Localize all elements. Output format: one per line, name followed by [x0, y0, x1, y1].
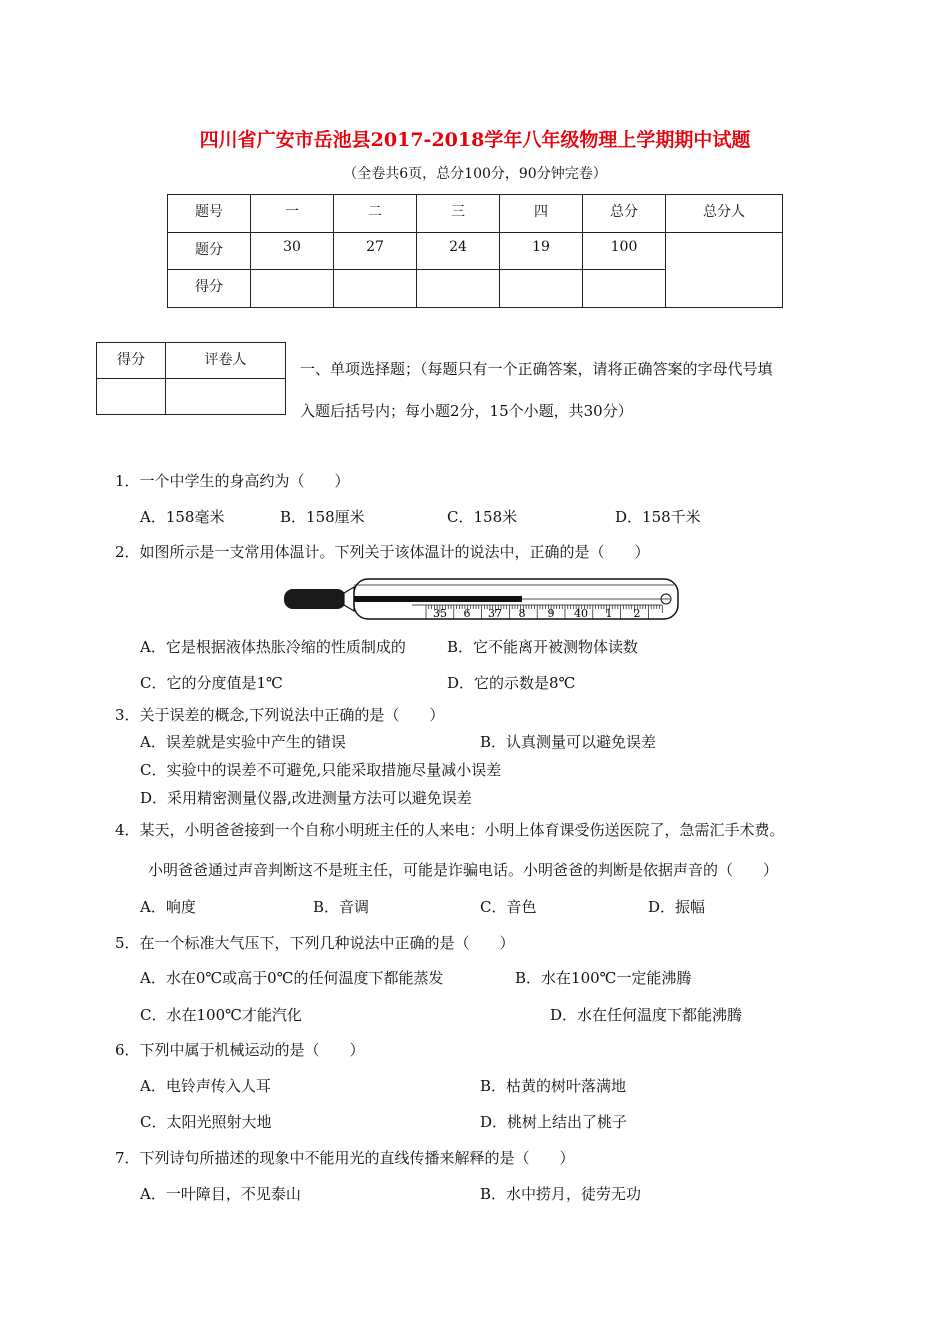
q3-option-a[interactable]: A．误差就是实验中产生的错误: [140, 733, 346, 751]
question-5: 5．在一个标准大气压下，下列几种说法中正确的是（ ）: [115, 934, 515, 952]
q7-option-b[interactable]: B．水中捞月，徒劳无功: [480, 1185, 642, 1203]
question-4: 4．某天，小明爸爸接到一个自称小明班主任的人来电：小明上体育课受伤送医院了，急需汇手术费。: [115, 821, 785, 839]
q6-option-a[interactable]: A．电铃声传入人耳: [140, 1077, 271, 1095]
q6-option-c[interactable]: C．太阳光照射大地: [140, 1113, 272, 1131]
scale-label: 8: [518, 607, 526, 620]
q3-option-b[interactable]: B．认真测量可以避免误差: [480, 733, 657, 751]
question-6: 6．下列中属于机械运动的是（ ）: [115, 1041, 365, 1059]
score-input-cell[interactable]: [417, 270, 500, 308]
q1-option-a[interactable]: A．158毫米: [140, 508, 225, 526]
grader-name-cell[interactable]: [166, 379, 286, 415]
scale-label: 6: [463, 607, 471, 620]
q1-option-c[interactable]: C．158米: [447, 508, 518, 526]
thermometer-figure: [282, 577, 682, 621]
score-table-cell: 30: [251, 233, 334, 270]
question-1: 1．一个中学生的身高约为（ ）: [115, 472, 350, 490]
score-table-header: 三: [417, 195, 500, 233]
q2-option-b[interactable]: B．它不能离开被测物体读数: [447, 638, 639, 656]
scale-label: 9: [547, 607, 555, 620]
section-heading: 一、单项选择题；（每题只有一个正确答案，请将正确答案的字母代号填: [300, 360, 773, 378]
grader-box: [96, 342, 286, 415]
q4-option-d[interactable]: D．振幅: [648, 898, 706, 916]
thermometer-bulb: [284, 589, 346, 609]
q5-option-b[interactable]: B．水在100℃一定能沸腾: [515, 969, 692, 987]
q4-option-b[interactable]: B．音调: [313, 898, 370, 916]
page-subtitle: （全卷共6页，总分100分，90分钟完卷）: [343, 166, 607, 182]
question-3: 3．关于误差的概念,下列说法中正确的是（ ）: [115, 706, 445, 724]
q4-option-a[interactable]: A．响度: [140, 898, 196, 916]
scale-label: 2: [633, 607, 641, 620]
score-table: [167, 194, 783, 308]
grader-score-cell[interactable]: [97, 379, 166, 415]
score-table-header: 总分人: [666, 195, 783, 233]
mercury-column: [354, 596, 522, 602]
grader-name-label: 评卷人: [166, 343, 286, 379]
question-2: 2．如图所示是一支常用体温计。下列关于该体温计的说法中，正确的是（ ）: [115, 543, 650, 561]
scale-label: 37: [488, 607, 502, 620]
score-table-header: 四: [500, 195, 583, 233]
score-input-cell[interactable]: [334, 270, 417, 308]
score-table-cell: 24: [417, 233, 500, 270]
q3-option-d[interactable]: D．采用精密测量仪器,改进测量方法可以避免误差: [140, 789, 472, 807]
score-table-cell: 19: [500, 233, 583, 270]
q2-option-c[interactable]: C．它的分度值是1℃: [140, 674, 283, 692]
score-table-header: 总分: [583, 195, 666, 233]
q2-option-d[interactable]: D．它的示数是8℃: [447, 674, 576, 692]
score-input-cell[interactable]: [583, 270, 666, 308]
question-7: 7．下列诗句所描述的现象中不能用光的直线传播来解释的是（ ）: [115, 1149, 575, 1167]
score-table-cell: 27: [334, 233, 417, 270]
q4-option-c[interactable]: C．音色: [480, 898, 537, 916]
page-title: 四川省广安市岳池县2017-2018学年八年级物理上学期期中试题: [199, 129, 751, 151]
score-table-cell: 100: [583, 233, 666, 270]
scale-label: 35: [433, 607, 447, 620]
q7-option-a[interactable]: A．一叶障目，不见泰山: [140, 1185, 301, 1203]
q5-option-d[interactable]: D．水在任何温度下都能沸腾: [550, 1006, 743, 1024]
score-table-header: 二: [334, 195, 417, 233]
scale-label: 40: [574, 607, 588, 620]
score-input-cell[interactable]: [251, 270, 334, 308]
q1-option-b[interactable]: B．158厘米: [280, 508, 365, 526]
q5-option-a[interactable]: A．水在0℃或高于0℃的任何温度下都能蒸发: [140, 969, 444, 987]
grader-score-label: 得分: [97, 343, 166, 379]
score-input-cell[interactable]: [500, 270, 583, 308]
q6-option-b[interactable]: B．枯黄的树叶落满地: [480, 1077, 627, 1095]
q1-option-d[interactable]: D．158千米: [615, 508, 701, 526]
q6-option-d[interactable]: D．桃树上结出了桃子: [480, 1113, 628, 1131]
question-4-cont: 小明爸爸通过声音判断这不是班主任，可能是诈骗电话。小明爸爸的判断是依据声音的（ ）: [148, 861, 779, 879]
score-table-row-label: 题分: [168, 233, 251, 270]
q2-option-a[interactable]: A．它是根据液体热胀冷缩的性质制成的: [140, 638, 406, 656]
q3-option-c[interactable]: C．实验中的误差不可避免,只能采取措施尽量减小误差: [140, 761, 502, 779]
section-heading-cont: 入题后括号内；每小题2分，15个小题，共30分）: [300, 402, 633, 420]
score-table-header: 一: [251, 195, 334, 233]
score-table-row-label: 得分: [168, 270, 251, 308]
q5-option-c[interactable]: C．水在100℃才能汽化: [140, 1006, 302, 1024]
grader-total-cell[interactable]: [666, 233, 783, 308]
score-table-header: 题号: [168, 195, 251, 233]
scale-label: 1: [605, 607, 613, 620]
